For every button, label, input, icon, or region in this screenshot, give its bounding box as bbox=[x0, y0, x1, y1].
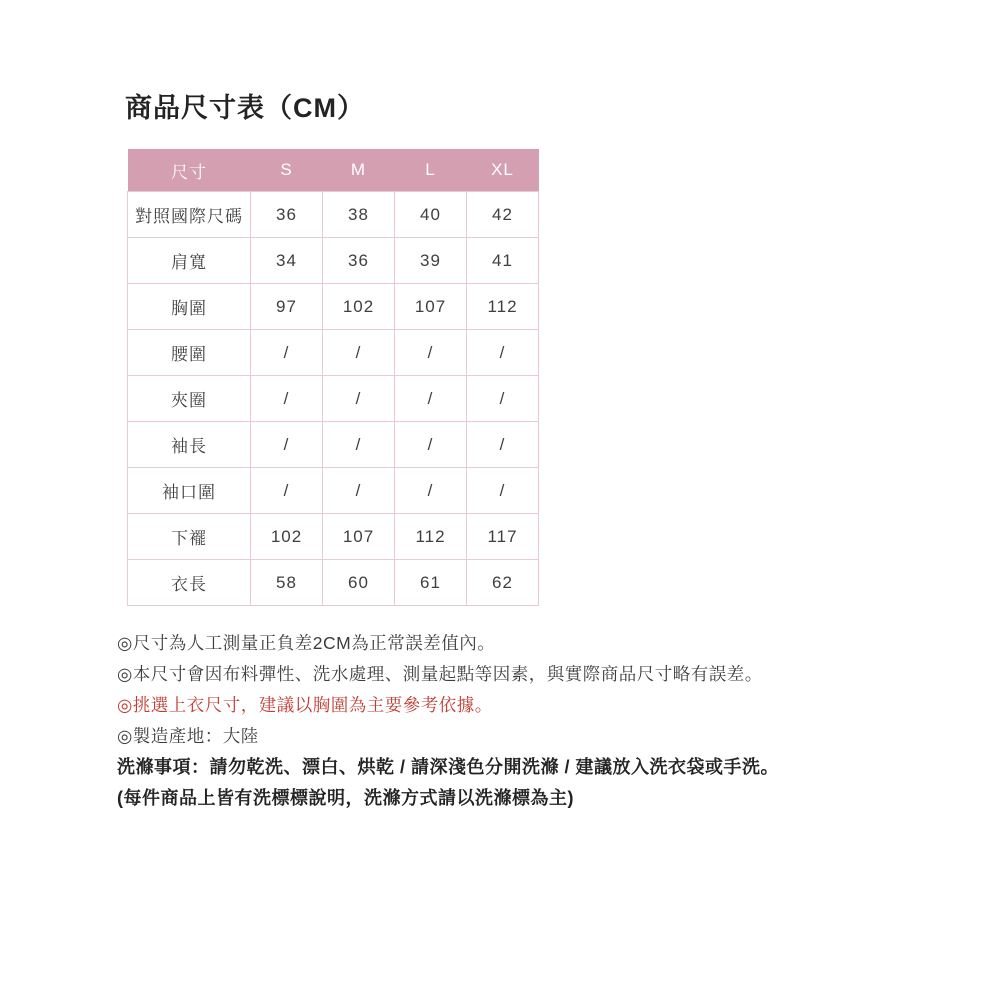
size-table-size-header: M bbox=[323, 149, 395, 192]
size-value-cell: 42 bbox=[467, 192, 539, 238]
size-value-cell: / bbox=[395, 422, 467, 468]
size-value-cell: / bbox=[323, 468, 395, 514]
table-row bbox=[128, 422, 539, 468]
size-value-cell: / bbox=[467, 422, 539, 468]
table-row bbox=[128, 192, 539, 238]
size-value-cell: / bbox=[251, 330, 323, 376]
size-value-cell: 102 bbox=[251, 514, 323, 560]
size-value-cell: 40 bbox=[395, 192, 467, 238]
size-table-body bbox=[128, 192, 539, 606]
size-value-cell: 41 bbox=[467, 238, 539, 284]
size-table-size-header: S bbox=[251, 149, 323, 192]
size-value-cell: / bbox=[467, 376, 539, 422]
size-value-cell: 39 bbox=[395, 238, 467, 284]
size-value-cell: / bbox=[251, 376, 323, 422]
size-value-cell: / bbox=[251, 422, 323, 468]
row-label: 胸圍 bbox=[128, 284, 251, 330]
size-value-cell: / bbox=[323, 376, 395, 422]
table-row bbox=[128, 330, 539, 376]
row-label: 對照國際尺碼 bbox=[128, 192, 251, 238]
note-line: ◎製造產地：大陸 bbox=[117, 726, 259, 746]
size-value-cell: / bbox=[395, 468, 467, 514]
note-line: ◎挑選上衣尺寸，建議以胸圍為主要參考依據。 bbox=[117, 695, 493, 715]
table-row bbox=[128, 468, 539, 514]
table-row bbox=[128, 238, 539, 284]
size-value-cell: 38 bbox=[323, 192, 395, 238]
size-value-cell: 34 bbox=[251, 238, 323, 284]
notes-section bbox=[117, 628, 1000, 814]
size-value-cell: 36 bbox=[251, 192, 323, 238]
size-value-cell: 36 bbox=[323, 238, 395, 284]
size-value-cell: 117 bbox=[467, 514, 539, 560]
size-value-cell: / bbox=[395, 330, 467, 376]
row-label: 袖長 bbox=[128, 422, 251, 468]
size-table-corner-header: 尺寸 bbox=[128, 149, 251, 192]
size-value-cell: 62 bbox=[467, 560, 539, 606]
row-label: 腰圍 bbox=[128, 330, 251, 376]
table-row bbox=[128, 284, 539, 330]
size-value-cell: 58 bbox=[251, 560, 323, 606]
note-line: ◎尺寸為人工測量正負差2CM為正常誤差值內。 bbox=[117, 633, 496, 653]
size-value-cell: 97 bbox=[251, 284, 323, 330]
size-value-cell: / bbox=[467, 468, 539, 514]
size-value-cell: 102 bbox=[323, 284, 395, 330]
row-label: 肩寬 bbox=[128, 238, 251, 284]
size-value-cell: 61 bbox=[395, 560, 467, 606]
table-row bbox=[128, 376, 539, 422]
size-value-cell: 107 bbox=[323, 514, 395, 560]
row-label: 衣長 bbox=[128, 560, 251, 606]
size-value-cell: / bbox=[395, 376, 467, 422]
size-table-size-header: XL bbox=[467, 149, 539, 192]
size-table-size-header: L bbox=[395, 149, 467, 192]
size-table bbox=[127, 149, 539, 606]
size-value-cell: 112 bbox=[467, 284, 539, 330]
row-label: 夾圈 bbox=[128, 376, 251, 422]
size-value-cell: / bbox=[323, 422, 395, 468]
size-value-cell: / bbox=[251, 468, 323, 514]
table-row bbox=[128, 514, 539, 560]
table-row bbox=[128, 560, 539, 606]
size-value-cell: 60 bbox=[323, 560, 395, 606]
size-value-cell: 112 bbox=[395, 514, 467, 560]
page-title: 商品尺寸表（CM） bbox=[125, 93, 365, 123]
row-label: 袖口圍 bbox=[128, 468, 251, 514]
note-line: 洗滌事項：請勿乾洗、漂白、烘乾 / 請深淺色分開洗滌 / 建議放入洗衣袋或手洗。 bbox=[117, 757, 780, 777]
size-value-cell: 107 bbox=[395, 284, 467, 330]
size-value-cell: / bbox=[323, 330, 395, 376]
size-table-header-row bbox=[128, 149, 539, 192]
note-line: ◎本尺寸會因布料彈性、洗水處理、測量起點等因素，與實際商品尺寸略有誤差。 bbox=[117, 664, 763, 684]
note-line: (每件商品上皆有洗標標說明，洗滌方式請以洗滌標為主) bbox=[117, 788, 574, 808]
size-value-cell: / bbox=[467, 330, 539, 376]
row-label: 下襬 bbox=[128, 514, 251, 560]
